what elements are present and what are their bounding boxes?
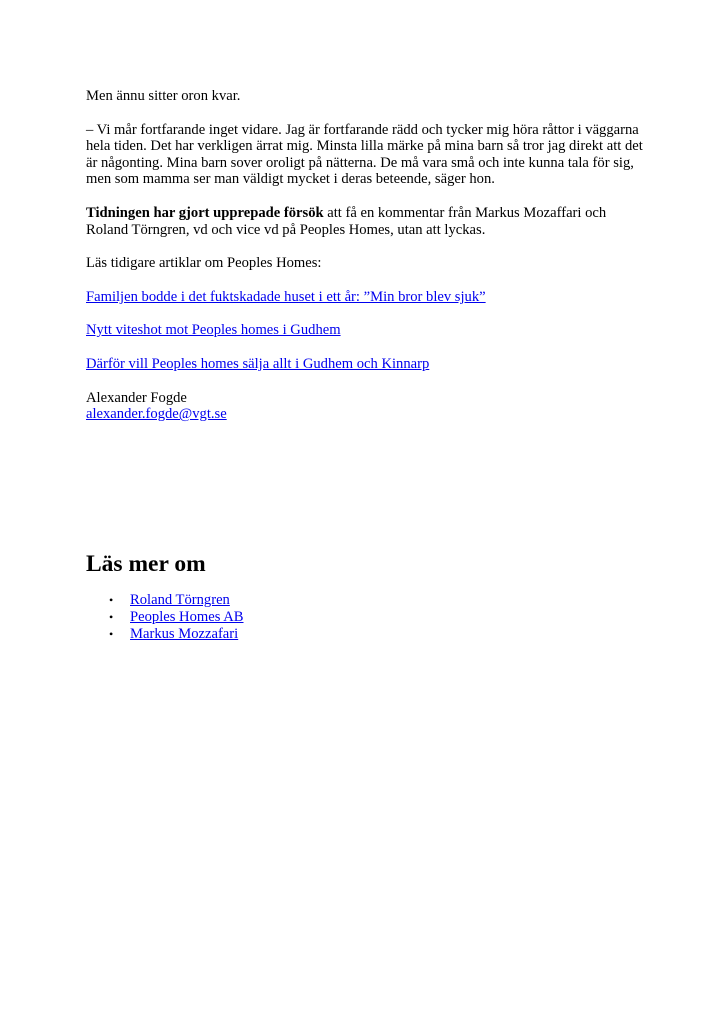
paragraph-intro: Men ännu sitter oron kvar.: [86, 88, 241, 104]
related-link-family-damp-house[interactable]: Familjen bodde i det fuktskadade huset i ett år: ”Min bror blev sjuk”: [86, 288, 486, 305]
read-more-link-peoples-homes-ab[interactable]: Peoples Homes AB: [130, 609, 244, 625]
read-more-item: [109, 626, 646, 643]
related-link-new-penalty[interactable]: Nytt viteshot mot Peoples homes i Gudhem: [86, 322, 341, 339]
related-link-paragraph: [86, 322, 646, 339]
related-link-paragraph: [86, 356, 646, 373]
bullet-icon: •: [109, 627, 114, 641]
read-more-item: [109, 592, 646, 609]
related-link-sell-all[interactable]: Därför vill Peoples homes sälja allt i Gudhem och Kinnarp: [86, 355, 430, 372]
author-email-link[interactable]: alexander.fogde@vgt.se: [86, 406, 227, 423]
read-more-heading: Läs mer om: [86, 551, 206, 577]
read-more-link-markus-mozzafari[interactable]: Markus Mozzafari: [130, 626, 239, 642]
bullet-icon: •: [109, 610, 114, 624]
paragraph-related-intro: Läs tidigare artiklar om Peoples Homes:: [86, 255, 322, 272]
article-body: [86, 88, 646, 423]
bullet-icon: •: [109, 593, 114, 607]
author-email-paragraph: [86, 406, 646, 423]
author-name: Alexander Fogde: [86, 389, 187, 406]
read-more-item: [109, 609, 646, 626]
bold-lead: Tidningen har gjort upprepade försök: [86, 204, 324, 221]
read-more-link-roland-torngren[interactable]: Roland Törngren: [130, 592, 230, 608]
read-more-section: [86, 550, 646, 643]
paragraph-comment-attempt: [86, 205, 646, 238]
paragraph-quote: – Vi mår fortfarande inget vidare. Jag är fortfarande rädd och tycker mig höra råttor i väggarna hela tiden. Det har verkligen ärrat mig. Minsta lilla märke på mina barn så tror jag direkt att det är någonting. Mina barn sover oroligt på nätterna. De må vara små och inte kunna tala för sig, men som mamma ser man väldigt mycket i deras beteende, säger hon.: [86, 121, 643, 188]
related-link-paragraph: [86, 289, 646, 306]
paragraph-comment-rest: att få en kommentar från Markus Mozaffari och Roland Törngren, vd och vice vd på Peoples Homes, utan att lyckas.: [86, 204, 607, 238]
read-more-list: [86, 592, 646, 643]
